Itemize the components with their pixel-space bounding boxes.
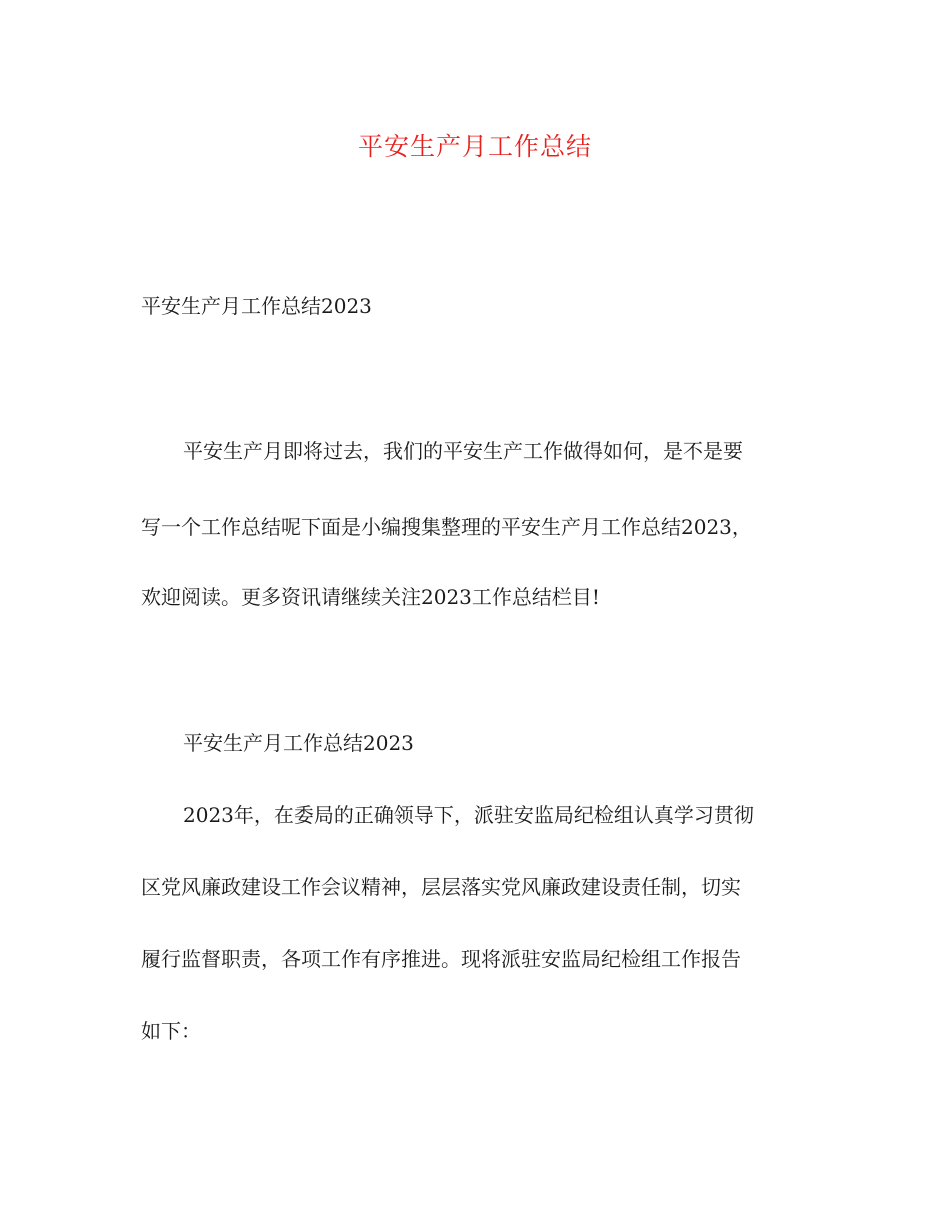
intro-line-3: 欢迎阅读。更多资讯请继续关注2023工作总结栏目! [141, 585, 600, 609]
document-title: 平安生产月工作总结 [357, 132, 592, 161]
document-subtitle: 平安生产月工作总结2023 [141, 294, 372, 318]
intro-line-1: 平安生产月即将过去，我们的平安生产工作做得如何，是不是要 [183, 439, 743, 463]
body-line-3: 履行监督职责，各项工作有序推进。现将派驻安监局纪检组工作报告 [141, 947, 741, 971]
body-line-1: 2023年，在委局的正确领导下，派驻安监局纪检组认真学习贯彻 [183, 803, 754, 827]
intro-line-2: 写一个工作总结呢下面是小编搜集整理的平安生产月工作总结2023， [141, 515, 752, 539]
body-line-2: 区党风廉政建设工作会议精神，层层落实党风廉政建设责任制，切实 [141, 875, 741, 899]
section-heading: 平安生产月工作总结2023 [183, 731, 414, 755]
body-line-4: 如下： [141, 1019, 201, 1043]
